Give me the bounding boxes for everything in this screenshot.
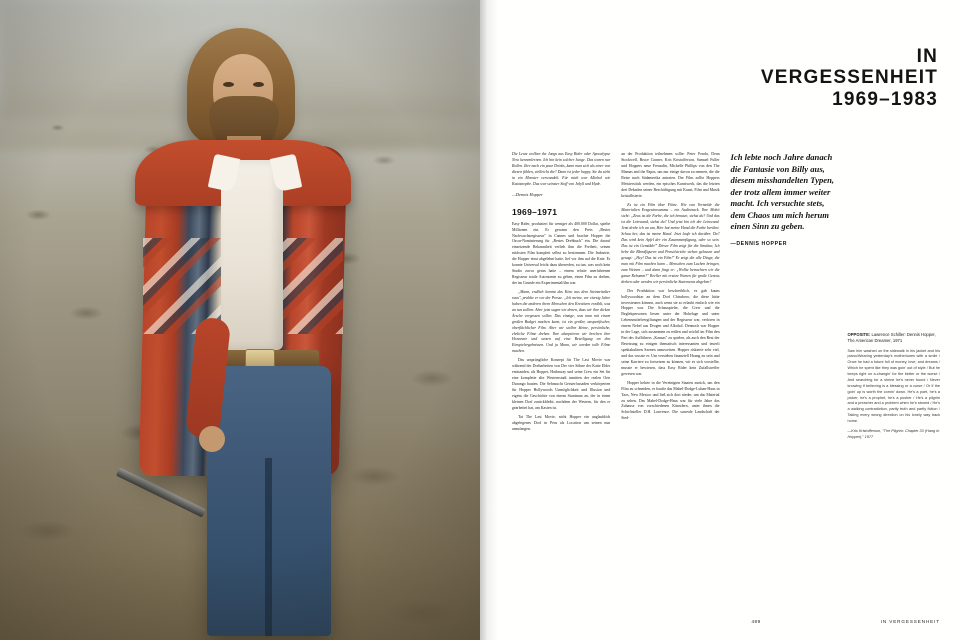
folio [480,619,940,624]
article-columns [512,152,940,600]
section-subhead: 1969–1971 [512,206,558,217]
paragraph: „Mann, endlich kommt das Kino aus dem Steinzeitalter raus", prahlte er vor der Presse. „Ich meine, vor vierzig Jahre haben die anderen ihren Menschen den Kreativen erzählt, was an tun sollten. Aber jetzt sagen wir denen, dass wir ihre dicken Ärsche vergessen sollen. Das einzige, was man mit einem großen Budget machen kann, ist ein großer, unspezifischer, oberflächlicher Film. Aber wir stellen kleine, persönliche, ehrliche Filme drehen. Ihre akzeptieren wir brechen ihre Honorare und setzen auf eine Beteiligung an den Einspielergebnissen. Und ja Mann, wir werden tolle Filme machen. [512,289,611,354]
photo-caption-body: Saw him washed on the sidewalk in his jacket and his piano/Wearing yesterday's motherlunes with a smile / Once he had a future full of money, love, and dreams / Which he spent like they was goin' out of style / But he keeps right on a-changin' for the better or the worse / And searching for a shrine he's never found / Never knowing if believing is a blessing or a curse / Or if the goin' up is worth the comin' down. He's a poet, he's a picker, he's a prophet, he's a pusher / He's a pilgrim and a preacher and a problem when he's stoned / He's a walking contradiction, partly truth and partly fiction / Taking every wrong direction on his lonely way back home. [847,348,940,424]
page-number: 489 [751,619,761,624]
intro-signature: —Dennis Hopper [512,191,543,197]
caption-heading-text: Lawrence Schiller: Dennis Hopper, The American Dreamer, 1971 [847,332,936,344]
column-2 [621,152,719,600]
paragraph: Hopper kehrte in die Vereinigten Staaten zurück, um den Film zu schneiden, er baufte das Mabel-Dodge-Luhan-Haus in Taos, New Mexico und ließ sich dort nieder, um das Material zu sehen. Das Mabel-Dodge-Haus war für viele Jahre das Zuhause von vorschiedenen Künstlern, unter ihnen die Schriftsteller D.H. Lawrence. Die surreale Landschaft der Sied- [621,380,720,421]
page-title [761,46,938,110]
text-page [480,0,960,640]
pull-quote-attribution: —DENNIS HOPPER [730,240,788,247]
paragraph: Das ursprüngliche Konzept für The Last Movie war während der Dreharbeiten von Der vier Söhne der Katie Elder entstanden, als Hopper, Hathaway und seine Crew ein Set für eine komplette alte Westernstadt inmitten der realen Orte Durango bauten. Die Sehnsucht Geisterfassaden verkörperten für Hopper Hollywoods Unmöglichkeit und Illusion und eigens die Geschichte von einem Stuntman an, der in einen kleinen Dorf zurückbleibt, nachdem der Western, für den er gearbeitet hat, am Kasten ist. [512,358,611,410]
running-title: IN VERGESSENHEIT [880,619,940,624]
pull-quote: Ich lebte noch Jahre danach die Fantasie von Billy aus, diesem misshandelten Typen, der trotz allem immer weiter macht. Ich versuchte stets, dem Chaos um mich herum einen Sinn zu geben. [730,152,835,232]
photo-caption-heading [848,332,940,345]
paragraph: Es ist ein Film über Filme. Wie van Vermelde die Materialien Erzgesinnsamma – ein Audiotrack. Ihre Mohit sieht: „Zeus ist die Farbe, die ich benutze, siehst du? Und das ist die Leinwand, siehst du? Und jetzt bin ich der Leinwand. Jetzt drehe ich an um, Hier hat meine Hand die Farbe berührt. Schau her, das ist meine Hand. Jetzt laufe ich darüber. Da? Das wird kein Apfel der ein Zusammenfügung, oder so sein. Das ist ein Gemälde!" Dieser Film zeigt für die Struktur, Ich hebe die Blendfiguren und Penselstriche stehen gelassen und gesagt: „Hey! Das ist ein Film!" Er zeigt die alle Dinge, die man mit Film machen kann – Menschen zum Lachen bringen, zum Weinen – und dann fragt er: „Wollte betrachten wir die ganze Rebumm?" Reeller mit ersitze Warten für große Genoss dreken oder werden wir persönliche Statements abgeben? [621,202,720,284]
headline-line-1: IN [916,46,938,67]
headline-line-3: 1969–1983 [832,88,938,110]
photo-caption-credit: —Kris Kristofferson, "The Pilgrim: Chapter 33 (Hang In Hopper)," 1977 [847,428,940,439]
paragraph: Tat The Last Movie, nicht Hopper ein unglaublich abgelegenes Dorf in Peru als Location um seinen nun anzufangen. [512,414,611,431]
gutter-shadow [480,0,498,640]
paragraph: Easy Rider, produziert für weniger als 400.000 Dollar, spielte Millionen ein. Er gewann den Preis „Bester Nachwuchsregisseur" in Cannes und brachte Hopper die Oscar-Nominierung für „Bestes Drehbuch" ein. Die darauf einsetzende Bekanntheit verlieh ihm die Freiheit, seinen nächsten Film komplett selbst zu bestimmen. Die Industrie, die Hopper einst abgelehnt hatte, lief vor ihm auf die Knie. Er konnte Universal leicht dazu überreden, zu tun, was noch kein Studio zuvor getan hatte – einem relativ unerfahrenen Regisseur totale Autonomie zu geben, einen Film zu drehen, der im Grunde ein Experimentalfilm war. [512,221,611,285]
column-1 [512,152,610,600]
intro-paragraph: Die Leute wollten the Jungs aus Easy Rider oder Apocalypse Now kennenlernen. Ich bin kein solcher Junge. Das waren nur Rollen. Ihre nach ein paar Drinks, kann man sich als einer von diesen fühlen, vielleicht die? Dann ist jeder happy. Sie da sieht in ein Monster verwandelt. Für mich war Alkohol wie Katastrophe. Das war seinster Stoff von Jekyll und Hyde. [512,152,611,186]
caption-label: OPPOSITE: [847,332,871,337]
paragraph: Der Produktion war beschreiblich, es gab kaum hollywoodstar an dem Dorf Chinchero, die diese hätte inversteuern können, auch wenn sie so erlaubt einfach wie ein Hopper war. Die Schauspieler, die Crew und die Begleitpersonen liesen unter der Hohelage und unter Lebensmittelvergiftungen und der Regisseur war, verloren in einem Nebel aus Drogen und Alkohol. Dennoch war Hopper in der Lage, sich zusammen zu reißen und wöchtl im Film den Part des Aufführers „Kansas" zu spielen, als auch den Rest der Besetzung zu einigen thematisch interessanten und teuerli spektakulären Szenen anzuweisen. Hopper riskierte sehr viel, und das wusste er. Um verstehen finanziell Hoang zu sein und seine Karriere zu fortsetzen zu können, wir es sich vorstellte, musste er bewiesen, dass Easy Rider kein Zufallstreffer gewesen war. [621,288,720,376]
paragraph: an der Produktion teilnehmen sollte: Peter Fonda, Dean Stockwell, Bruce Conner, Kris Kristofferson, Samuel Fuller und Hoppers neue Freundin, Michelle Phillips von den The Mamas and the Papas, um nur einige davon zu nennen, die die Reise nach Südamerika antraten. Der Film zollte Hoppers Meisterstück werden, ein episches Kunstwerk, das die letzten drei Dekaden seiner Beschäftigung mit Kunst, Film und Musik kristallisierte. [621,152,720,198]
column-3-pullquote [731,152,837,600]
column-4-caption [848,152,940,600]
headline-line-2: VERGESSENHEIT [760,67,938,89]
